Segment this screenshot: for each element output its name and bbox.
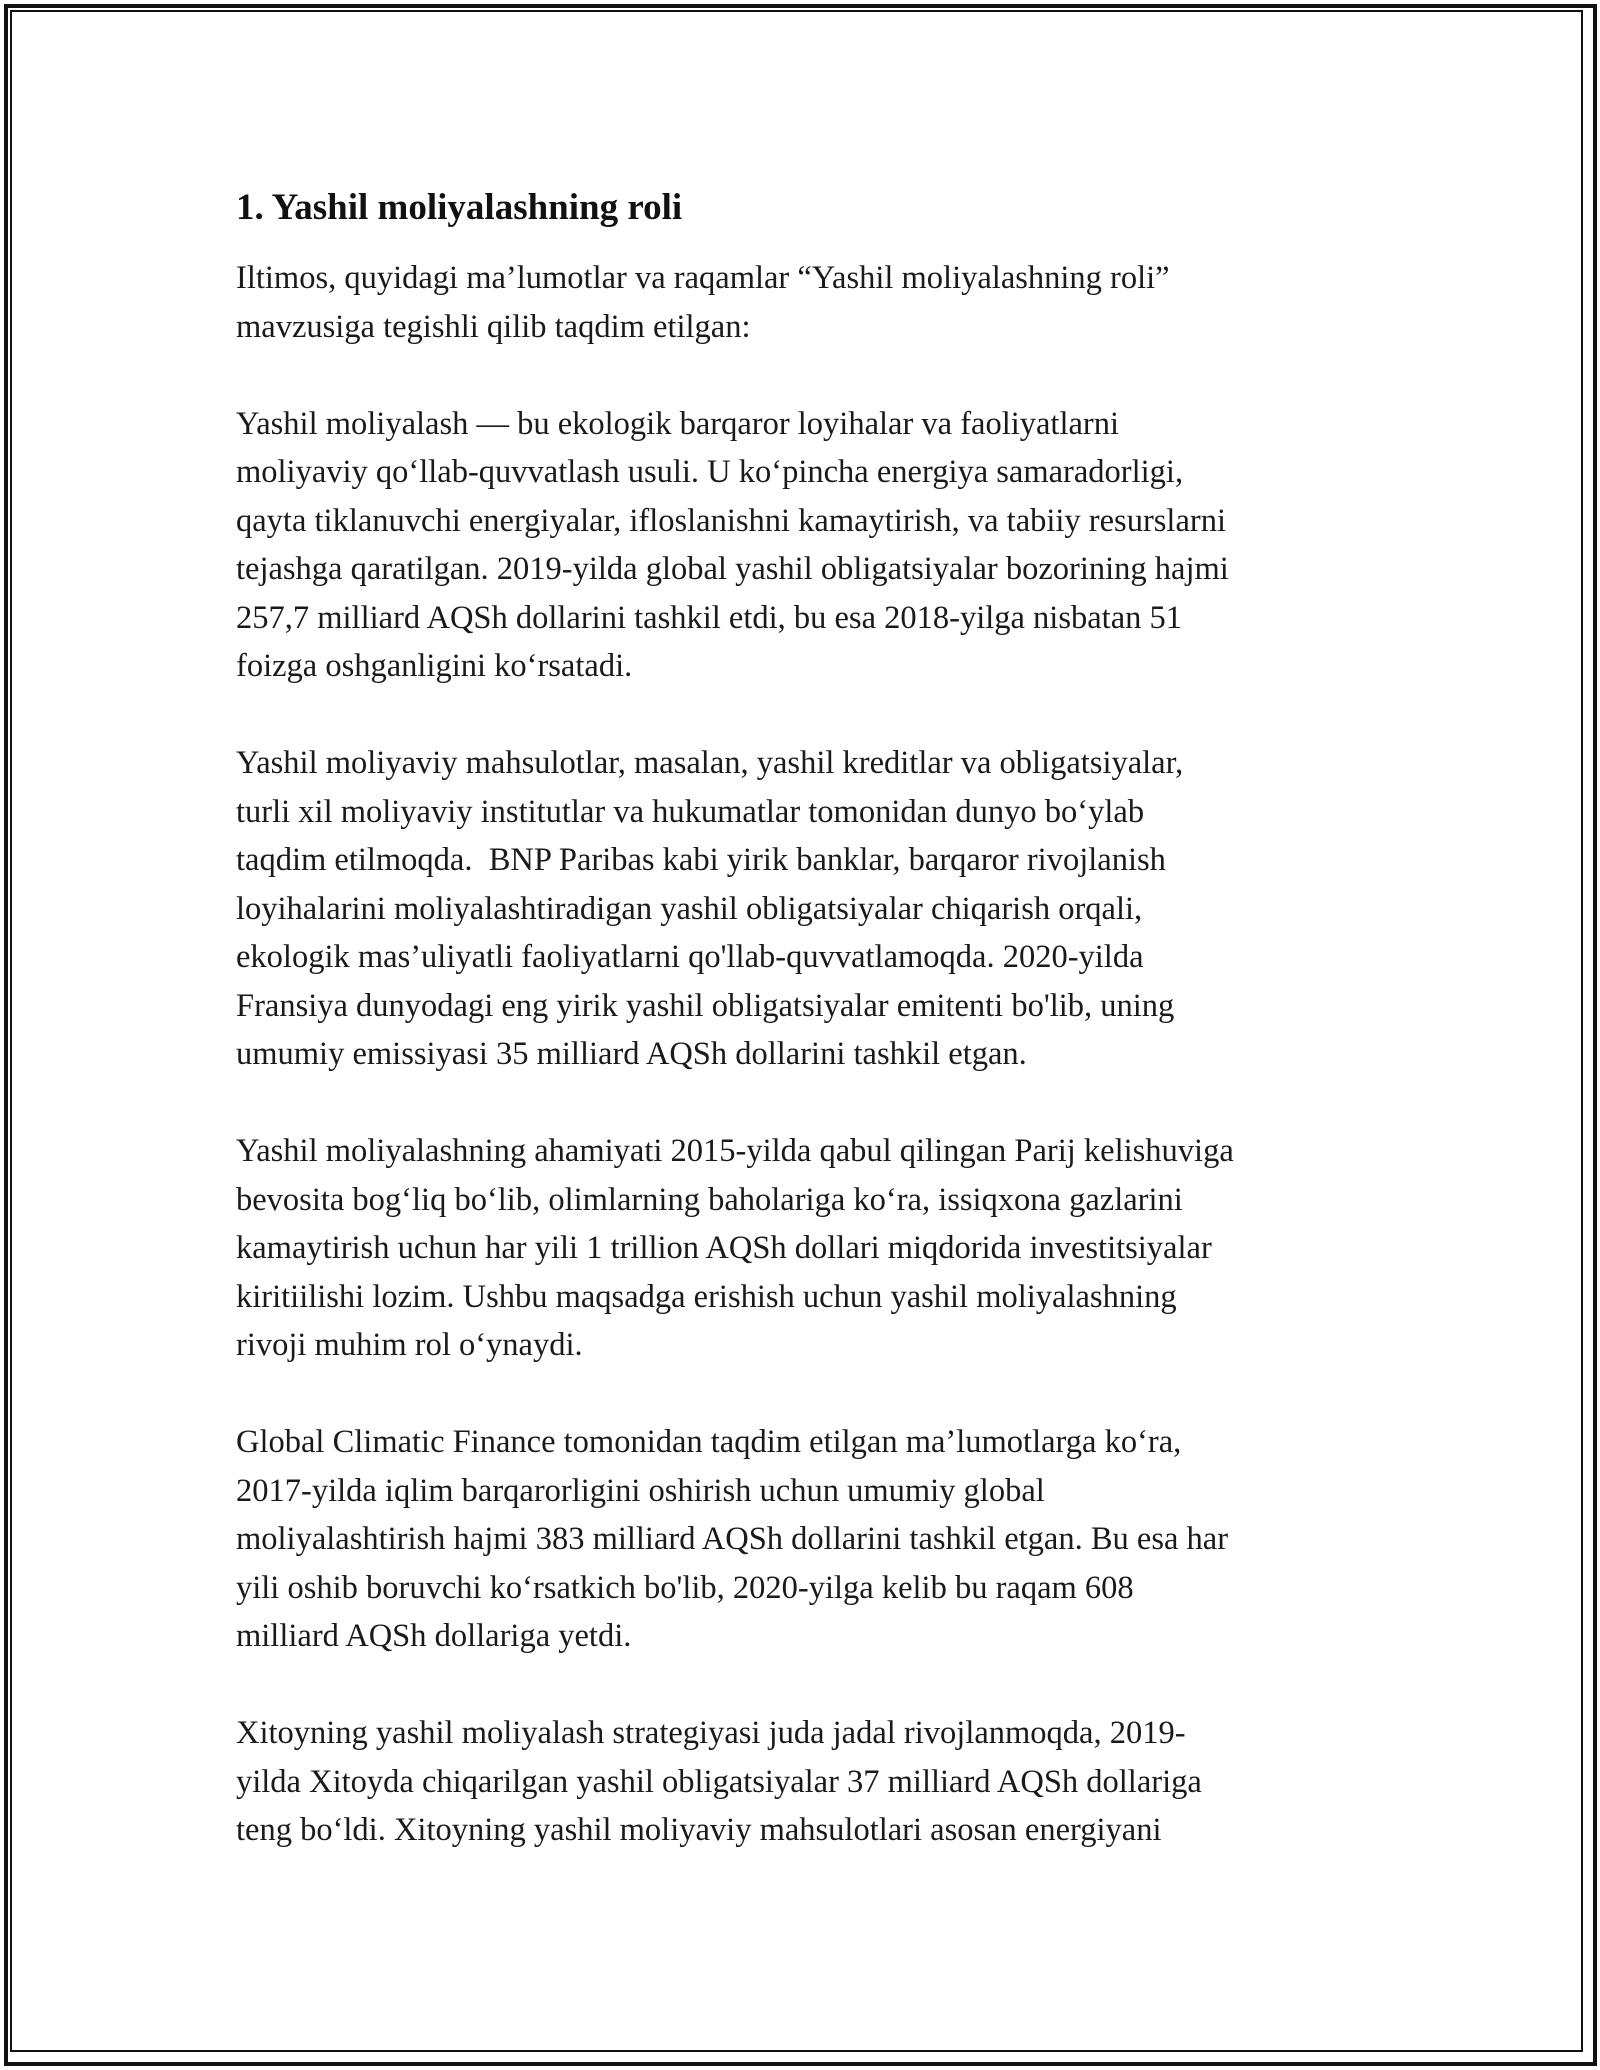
- paragraph-line: Fransiya dunyodagi eng yirik yashil obligatsiyalar emitenti bo'lib, uning: [236, 987, 1175, 1024]
- paris-agreement-paragraph: [236, 1127, 1376, 1370]
- paragraph-line: kamaytirish uchun har yili 1 trillion AQSh dollari miqdorida investitsiyalar: [236, 1230, 1212, 1266]
- section-heading: 1. Yashil moliyalashning roli: [236, 187, 683, 228]
- paragraph-line: mavzusiga tegishli qilib taqdim etilgan:: [236, 308, 751, 345]
- paragraph-line: foizga oshganligini ko‘rsatadi.: [236, 648, 633, 684]
- paragraph-line: bevosita bog‘liq bo‘lib, olimlarning baholariga ko‘ra, issiqxona gazlarini: [236, 1181, 1183, 1218]
- paragraph-line: yilda Xitoyda chiqarilgan yashil obligatsiyalar 37 milliard AQSh dollariga: [236, 1763, 1202, 1800]
- paragraph-line: Yashil moliyalashning ahamiyati 2015-yilda qabul qilingan Parij kelishuviga: [236, 1133, 1234, 1169]
- paragraph-line: qayta tiklanuvchi energiyalar, ifloslanishni kamaytirish, va tabiiy resurslarni: [236, 502, 1226, 539]
- paragraph-line: umumiy emissiyasi 35 milliard AQSh dollarini tashkil etgan.: [236, 1036, 1027, 1072]
- paragraph-line: moliyaviy qo‘llab-quvvatlash usuli. U ko‘pincha energiya samaradorligi,: [236, 454, 1184, 490]
- intro-paragraph: [236, 254, 1376, 351]
- paragraph-line: 257,7 milliard AQSh dollarini tashkil etdi, bu esa 2018-yilga nisbatan 51: [236, 599, 1182, 636]
- climate-finance-paragraph: [236, 1418, 1376, 1661]
- document-body: [236, 184, 1376, 1903]
- paragraph-line: Iltimos, quyidagi ma’lumotlar va raqamlar “Yashil moliyalashning roli”: [236, 260, 1170, 296]
- paragraph-line: Xitoyning yashil moliyalash strategiyasi juda jadal rivojlanmoqda, 2019-: [236, 1715, 1186, 1751]
- paragraph-line: turli xil moliyaviy institutlar va hukumatlar tomonidan dunyo bo‘ylab: [236, 793, 1145, 830]
- paragraph-line: teng bo‘ldi. Xitoyning yashil moliyaviy mahsulotlari asosan energiyani: [236, 1812, 1162, 1848]
- paragraph-line: Yashil moliyaviy mahsulotlar, masalan, yashil kreditlar va obligatsiyalar,: [236, 745, 1184, 781]
- definition-paragraph: [236, 400, 1376, 691]
- paragraph-line: 2017-yilda iqlim barqarorligini oshirish uchun umumiy global: [236, 1472, 1045, 1509]
- paragraph-line: ekologik mas’uliyatli faoliyatlarni qo'llab-quvvatlamoqda. 2020-yilda: [236, 939, 1144, 975]
- paragraph-line: kiritiilishi lozim. Ushbu maqsadga erishish uchun yashil moliyalashning: [236, 1278, 1177, 1315]
- paragraph-line: Global Climatic Finance tomonidan taqdim etilgan ma’lumotlarga ko‘ra,: [236, 1424, 1182, 1460]
- paragraph-line: yili oshib boruvchi ko‘rsatkich bo'lib, 2020-yilga kelib bu raqam 608: [236, 1569, 1134, 1606]
- paragraph-line: moliyalashtirish hajmi 383 milliard AQSh dollarini tashkil etgan. Bu esa har: [236, 1521, 1229, 1557]
- paragraph-line: taqdim etilmoqda. BNP Paribas kabi yirik banklar, barqaror rivojlanish: [236, 842, 1166, 878]
- paragraph-line: Yashil moliyalash — bu ekologik barqaror loyihalar va faoliyatlarni: [236, 405, 1120, 442]
- paragraph-line: milliard AQSh dollariga yetdi.: [236, 1618, 632, 1654]
- products-paragraph: [236, 739, 1376, 1079]
- paragraph-line: rivoji muhim rol o‘ynaydi.: [236, 1327, 583, 1363]
- paragraph-line: loyihalarini moliyalashtiradigan yashil obligatsiyalar chiqarish orqali,: [236, 890, 1143, 927]
- china-strategy-paragraph: [236, 1709, 1376, 1855]
- paragraph-line: tejashga qaratilgan. 2019-yilda global yashil obligatsiyalar bozorining hajmi: [236, 551, 1229, 587]
